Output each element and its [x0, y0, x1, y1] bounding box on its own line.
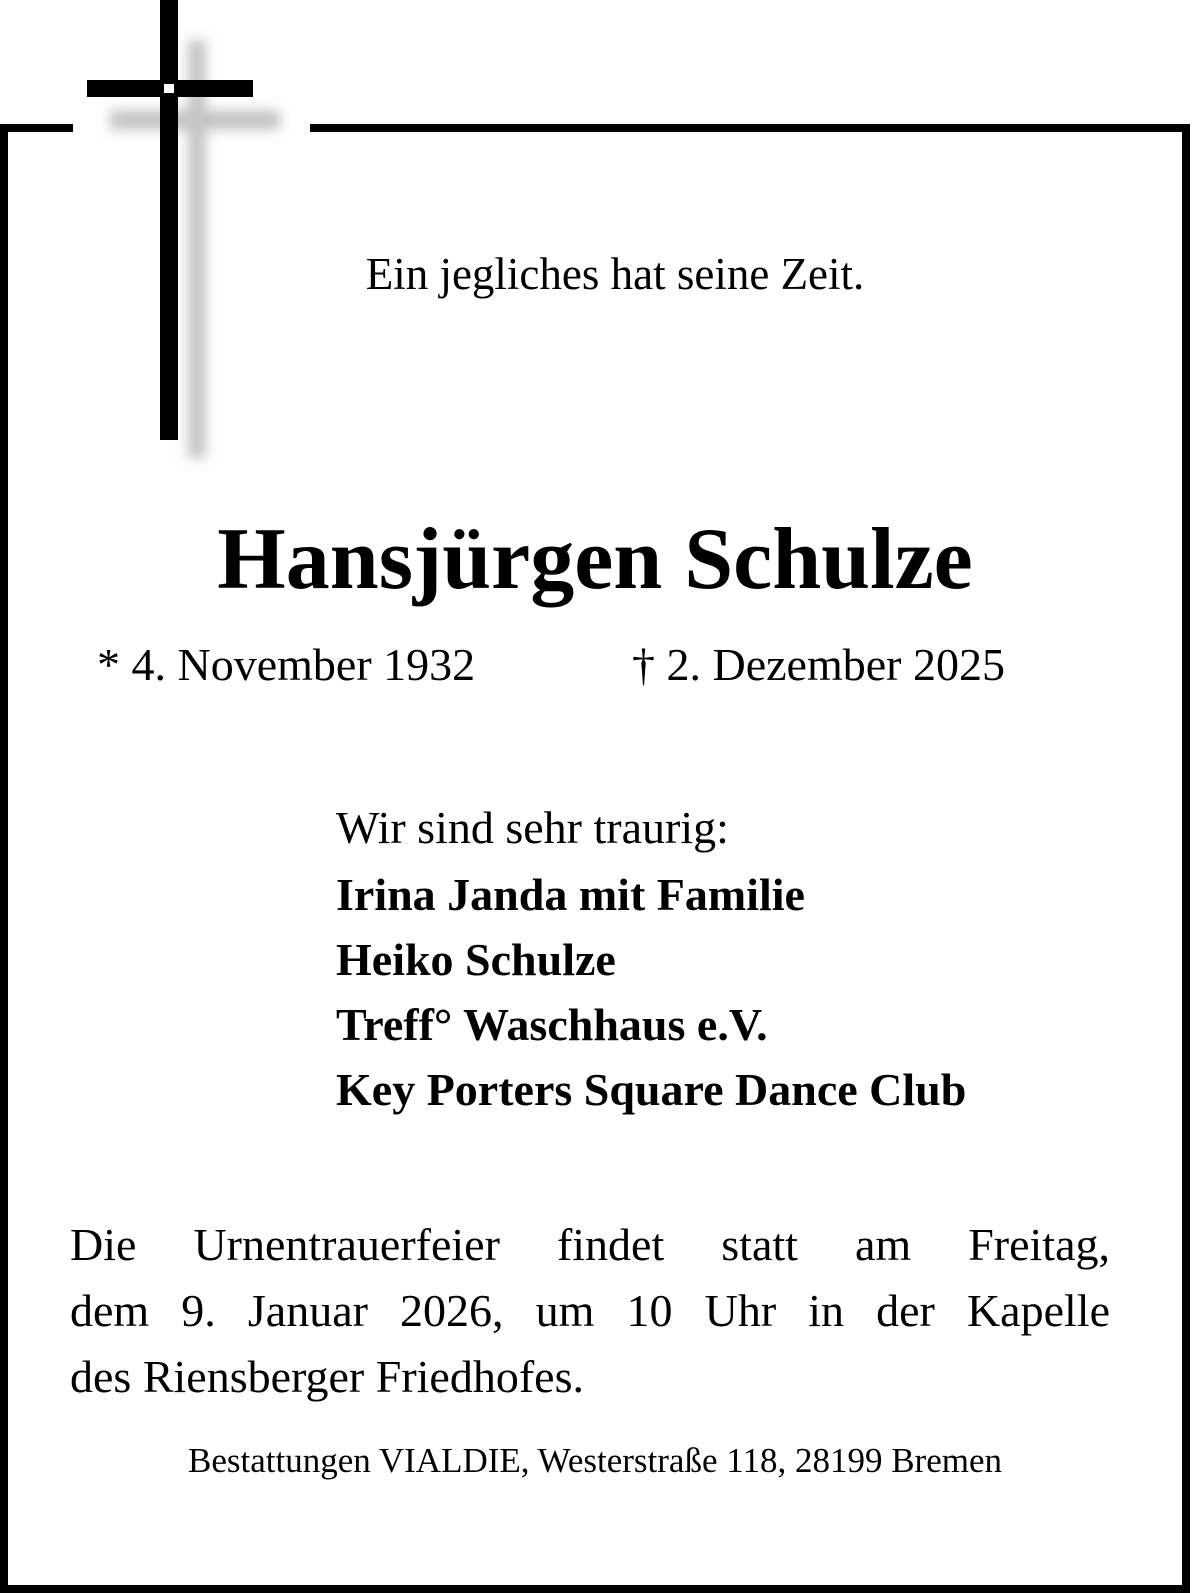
- motto: Ein jegliches hat seine Zeit.: [365, 249, 865, 299]
- mourner-name: Key Porters Square Dance Club: [336, 1064, 967, 1115]
- ceremony-line: dem 9. Januar 2026, um 10 Uhr in der Kapelle: [70, 1285, 1110, 1336]
- frame-left: [0, 124, 8, 1593]
- frame-bottom: [0, 1585, 1190, 1593]
- deceased-name: Hansjürgen Schulze: [217, 511, 973, 608]
- mourner-name: Heiko Schulze: [336, 934, 616, 985]
- mourner-name: Treff° Waschhaus e.V.: [336, 999, 768, 1050]
- cross-icon: [80, 0, 290, 470]
- ceremony-notice: [70, 1212, 1110, 1410]
- frame-right: [1182, 124, 1190, 1593]
- ceremony-line: Die Urnentrauerfeier findet statt am Freitag,: [70, 1219, 1110, 1270]
- frame-top-left: [0, 124, 73, 132]
- frame-top-right: [310, 124, 1190, 132]
- mourners-block: [336, 798, 1176, 1122]
- birth-date: * 4. November 1932: [97, 639, 476, 690]
- funeral-home-footer: Bestattungen VIALDIE, Westerstraße 118, 28199 Bremen: [188, 1441, 1002, 1480]
- death-date: † 2. Dezember 2025: [632, 639, 1005, 690]
- mourner-name: Irina Janda mit Familie: [336, 869, 805, 920]
- mourners-intro: Wir sind sehr traurig:: [336, 802, 729, 853]
- ceremony-line: des Riensberger Friedhofes.: [70, 1351, 584, 1402]
